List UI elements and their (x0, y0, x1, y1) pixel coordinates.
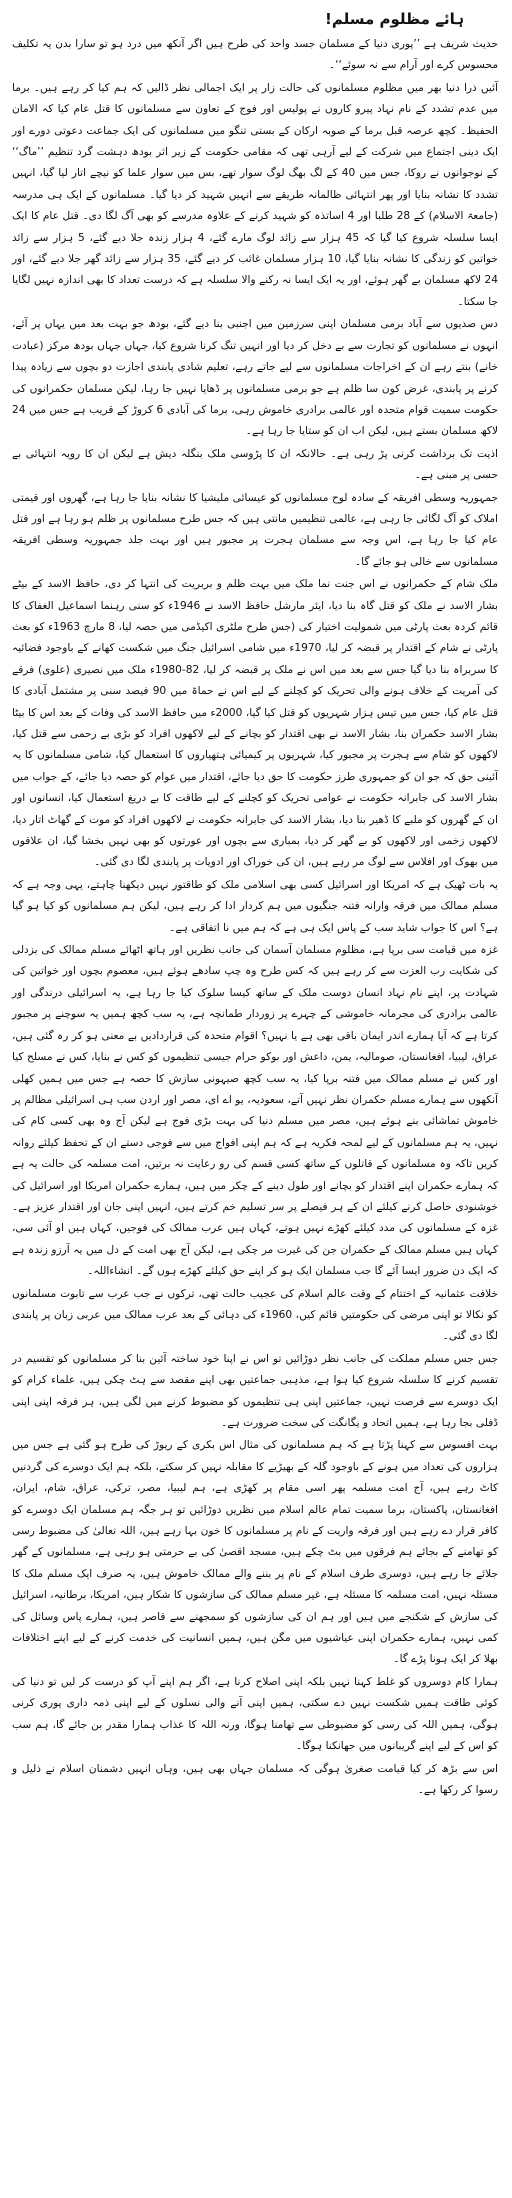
article-paragraph: دس صدیوں سے آباد برمی مسلمان اپنی سرزمین میں اجنبی بنا دیے گئے، بودھ جو بہت بعد میں یہاں پر آئے، انہوں نے مسلمانوں کو تجارت سے بے دخل کر دیا اور انہیں تنگ کرنا شروع کیا، جہاں جہاں بودھ مرکز (عبادت خانے) بنتے رہے ان کے اخراجات مسلمانوں سے لیے جاتے رہے، تعلیم شادی پابندی اجازت دو بچوں سے زیادہ پیدا کرنے پر پابندی، غرض کون سا ظلم ہے جو برمی مسلمانوں پر ڈھایا نہیں جا رہا، لیکن مسلمان حکمرانوں کی حکومت سمیت قوام متحدہ اور عالمی برادری خاموش رہی، برما کی آبادی 6 کروڑ کے قریب ہے جس میں 24 لاکھ مسلمان بستے ہیں، لیکن اب ان کو ستایا جا رہا ہے۔ (12, 318, 499, 438)
article-paragraph: خلافت عثمانیہ کے اختتام کے وقت عالم اسلام کی عجیب حالت تھی، ترکوں نے جب عرب سے تابوت مسلمانوں کو نکالا تو اپنی مرضی کی حکومتیں قائم کیں، 1960ء کی دہائی کے بعد عرب ممالک میں عربی زبان پر پابندی لگا دی گئی۔ (12, 1287, 499, 1343)
article-paragraph: غزہ میں قیامت سی برپا ہے، مظلوم مسلمان آسمان کی جانب نظریں اور ہاتھ اٹھائے مسلم ممالک کی بزدلی کی شکایت رب العزت سے کر رہے ہیں کہ کس طرح وہ چپ سادھے ہوئے ہیں، معصوم بچوں اور خواتین کی شہادت پر، اپنے نام نہاد انسان دوست ملک کے ساتھ کیسا سلوک کیا جا رہا ہے، یہ اسرائیلی درندگی اور عالمی برادری کی مجرمانہ خاموشی کے چہرے پر زوردار طمانچہ ہے، یہ سب کچھ ہمیں یہ سوچنے پر مجبور کرتا ہے کہ آیا ہمارے اندر ایمان باقی بھی ہے یا نہیں؟ اقوام متحدہ کی قراردادیں بے معنی ہو کر رہ گئی ہیں، عراق، لیبیا، افغانستان، صومالیہ، یمن، داعش اور بوکو حرام جیسی تنظیموں کو کس نے بنایا، کس نے مسلح کیا اور کس نے مسلم ممالک میں فتنہ برپا کیا، یہ سب کچھ صیہونی سازش کا حصہ ہے جس میں ہمیں کھلی آنکھوں سے ہمارے مسلم حکمران نظر نہیں آتے، سعودیہ، یو اے ای، مصر اور اردن سب ہی اسرائیلی مظالم پر خاموش تماشائی بنے ہوئے ہیں، مصر میں مسلم دنیا کی بہت بڑی فوج ہے لیکن آج وہ بھی کسی کام کی نہیں، یہ ہم مسلمانوں کے لیے لمحہ فکریہ ہے کہ ہم اپنی افواج میں سے فوجی دستے ان کے تحفظ کیلئے روانہ کریں تاکہ وہ مسلمانوں کے قاتلوں کے ساتھ کسی قسم کی رو رعایت نہ برتیں، امت مسلمہ کی حالت یہ ہے کہ ہمارے حکمران اپنے اقتدار کو بچانے اور طول دینے کے چکر میں ہیں، ہمارے حکمران امریکا اور اسرائیل کی خوشنودی حاصل کرنے کیلئے ان کے ہر فیصلے پر سر تسلیم خم کرتے ہیں، انہیں اپنی جان اور اقتدار عزیز ہے۔ غزہ کے مسلمانوں کی مدد کیلئے کھڑے نہیں ہوتے، کہاں ہیں عرب ممالک کی فوجیں، کہاں ہیں او آئی سی، کہاں ہیں مسلم ممالک کے حکمران جن کی غیرت مر چکی ہے، لیکن آج بھی امت کے دل میں یہ آرزو زندہ ہے کہ ایک دن ضرور ایسا آئے گا جب مسلمان ایک ہو کر اپنے حق کیلئے کھڑے ہوں گے۔ انشاءاللہ۔ (12, 944, 498, 1278)
article-paragraph: ملک شام کے حکمرانوں نے اس جنت نما ملک میں بہت ظلم و بربریت کی انتہا کر دی، حافظ الاسد کے بیٹے بشار الاسد نے ملک کو قتل گاہ بنا دیا، ایئر مارشل حافظ الاسد نے 1946ء کو سنی رہنما اسماعیل الغفاک کا قائم کردہ بعث پارٹی میں شمولیت اختیار کی (جس طرح ملٹری اکیڈمی میں حصہ لیا، 8 مارچ 1963ء کو بعث پارٹی نے شام کے اقتدار پر قبضہ کر لیا، 1970ء میں شامی اسرائیل جنگ میں شکست کھانے کے باوجود فضائیہ کا سربراہ بنا دیا گیا جس سے بعد میں اس نے ملک پر قبضہ کر لیا، 82-1980ء ملک میں نصیری (علوی) فرقے کی آمریت کے خلاف ہونے والی تحریک کو کچلنے کے لیے اس نے حماۃ میں 90 فیصد سنی پر مشتمل آبادی کا قتل عام کیا، جس میں تیس ہزار شہریوں کو قتل کیا گیا، 2000ء میں حافظ الاسد کی وفات کے بعد اس کا بیٹا بشار الاسد حکمران بنا، بشار الاسد نے بھی اقتدار کو بچانے کے لیے لاکھوں افراد کو بڑی بے رحمی سے قتل کیا، لاکھوں کو شام سے ہجرت پر مجبور کیا، شہریوں پر کیمیائی ہتھیاروں کا استعمال کیا، شامی مسلمانوں کا یہ آئینی حق کہ جو ان کو جمہوری طرز حکومت کا حق دیا جائے، اقتدار میں عوام کو حصہ دیا جائے، کے جواب میں بشار الاسد کی جابرانہ حکومت نے عوامی تحریک کو کچلنے کے لیے طاقت کا بے دریغ استعمال کیا، انسانوں اور ان کے گھروں کو ملبے کا ڈھیر بنا دیا، بشار الاسد کی جابرانہ حکومت نے لاکھوں افراد کو موت کے گھاٹ اتار دیا، لاکھوں زخمی اور لاکھوں کو بے گھر کر دیا، بمباری سے بچوں اور عورتوں کو بھی نہیں بخشا گیا، ان علاقوں میں بھوک اور افلاس سے لوگ مر رہے ہیں، ان کی خوراک اور ادویات پر پابندی لگا دی گئی۔ (12, 578, 499, 869)
article-paragraph: اس سے بڑھ کر کیا قیامت صغریٰ ہوگی کہ مسلمان جہاں بھی ہیں، وہاں انہیں دشمنان اسلام نے ذلیل و رسوا کر رکھا ہے۔ (12, 1762, 498, 1796)
article-paragraph: اذیت تک برداشت کرنی پڑ رہی ہے۔ حالانکہ ان کا پڑوسی ملک بنگلہ دیش ہے لیکن ان کا رویہ انتہائی بے حسی پر مبنی ہے۔ (12, 447, 498, 482)
article-paragraph: جس جس مسلم مملکت کی جانب نظر دوڑائیں تو اس نے اپنا خود ساختہ آئین بنا کر مسلمانوں کو تقسیم در تقسیم کرنے کا سلسلہ شروع کیا ہوا ہے، مذہبی جماعتیں بھی اپنے مقصد سے ہٹ چکی ہیں، علماء کرام کو ایک دوسرے سے فرصت نہیں، جماعتیں اپنی ہی تنظیموں کو مضبوط کرنے میں لگی ہیں، ہر فرقہ اپنی اپنی ڈفلی بجا رہا ہے، ہمیں اتحاد و یگانگت کی سخت ضرورت ہے۔ (12, 1352, 498, 1429)
article-paragraph: حدیث شریف ہے ’’پوری دنیا کے مسلمان جسد واحد کی طرح ہیں اگر آنکھ میں درد ہو تو سارا بدن یہ تکلیف محسوس کرے اور آرام سے نہ سوئے‘‘۔ (12, 38, 498, 72)
article-paragraph: ہمارا کام دوسروں کو غلط کہنا نہیں بلکہ اپنی اصلاح کرنا ہے، اگر ہم اپنے آپ کو درست کر لیں تو دنیا کی کوئی طاقت ہمیں شکست نہیں دے سکتی، ہمیں اپنی آنے والی نسلوں کے لیے اپنی ذمہ داری پوری کرنی ہوگی، ہمیں اللہ کی رسی کو مضبوطی سے تھامنا ہوگا، ورنہ اللہ کا عذاب ہمارا مقدر بن جائے گا، ہم سب کو اس کے لیے اپنے گریبانوں میں جھانکنا ہوگا۔ (12, 1675, 498, 1753)
article-title: ہائے مظلوم مسلم! (325, 10, 464, 28)
article-paragraph: آئیں ذرا دنیا بھر میں مظلوم مسلمانوں کی حالت زار پر ایک اجمالی نظر ڈالیں کہ ہم کیا کر رہے ہیں۔ برما میں عدم تشدد کے نام نہاد پیرو کاروں نے پولیس اور فوج کے تعاون سے مسلمانوں کا قتل عام کیا کہ الامان الحفیظ۔ کچھ عرصہ قبل برما کے صوبہ ارکان کے بستی تنگو میں مسلمانوں کی ایک جماعت دعوتی دورے اور ایک دینی اجتماع میں شرکت کے لیے آرہی تھی کہ مقامی حکومت کے زیر اثر بودھ دہشت گرد تنظیم ’’ماگ‘‘ کے نوجوانوں نے روکا، جس میں 40 کے لگ بھگ لوگ سوار تھے، بس میں سوار علما کو نیچے اتار لیا گیا، انہیں تشدد کا نشانہ بنایا اور پھر انتہائی ظالمانہ طریقے سے انہیں شہید کر دیا گیا۔ مسلمانوں کے ایک ہی مدرسہ (جامعۃ الاسلام) کے 28 طلبا اور 4 اساتذہ کو شہید کرنے کے علاوہ مدرسے کو بھی آگ لگا دی۔ قتل عام کا ایک ایسا سلسلہ شروع کیا گیا کہ 45 ہزار سے زائد لوگ مارے گئے، 4 ہزار زندہ جلا دیے گئے، 5 ہزار سے زائد خواتین کو زندگی کا نشانہ بنایا گیا، 10 ہزار مسلمان غائب کر دیے گئے، 35 ہزار سے زائد گھر جلا دیے گئے، اور 24 لاکھ مسلمان بے گھر ہوئے، اور یہ ایک ایسا نہ رکنے والا سلسلہ ہے کہ درست تعداد کا بھی اندازہ نہیں لگایا جا سکتا۔ (12, 81, 499, 308)
article-body (12, 34, 498, 1801)
article-paragraph: بہت افسوس سے کہنا پڑتا ہے کہ ہم مسلمانوں کی مثال اس بکری کے ریوڑ کی طرح ہو گئی ہے جس میں ہزاروں کی تعداد میں ہونے کے باوجود گلہ کے بھیڑیے کا مقابلہ نہیں کر سکتے، بلکہ ہم ایک دوسرے کی گردنیں کاٹ رہے ہیں، آج امت مسلمہ پھر اسی مقام پر کھڑی ہے، ہم لیبیا، مصر، ترکی، عراق، شام، ایران، افغانستان، پاکستان، برما سمیت تمام عالم اسلام میں نظریں دوڑائیں تو ہر جگہ ہم مسلمان ایک دوسرے کو کافر قرار دے رہے ہیں اور فرقہ واریت کے نام پر مسلمانوں کا خون بہا رہے ہیں، اللہ تعالیٰ کی مضبوط رسی کو تھامنے کے بجائے ہم فرقوں میں بٹ چکے ہیں، مسجد اقصیٰ کی بے حرمتی ہو رہی ہے، مسلمانوں کے گھر جلائے جا رہے ہیں، دوسری طرف اسلام کے نام پر بننے والے ممالک خاموش ہیں، یہ صرف ایک مسلم ملک کا مسئلہ نہیں، امت مسلمہ کا مسئلہ ہے، غیر مسلم ممالک کی سازشوں کا شکار ہیں، امریکا، برطانیہ، اسرائیل کی سازش کے شکنجے میں ہیں اور ہم ان کی سازشوں کو سمجھنے سے قاصر ہیں، ہمارے پاس وسائل کی کمی نہیں، ہمارے حکمران اپنی عیاشیوں میں مگن ہیں، ہمیں انسانیت کی خدمت کرنے کے لیے اپنے اختلافات بھلا کر ایک ہونا پڑے گا۔ (12, 1439, 498, 1666)
article-paragraph: جمہوریہ وسطی افریقہ کے سادہ لوح مسلمانوں کو عیسائی ملیشیا کا نشانہ بنایا جا رہا ہے، گھروں اور قیمتی املاک کو آگ لگائی جا رہی ہے، عالمی تنظیمیں مانتی ہیں کہ جس طرح مسلمانوں پر ظلم ہو رہا ہے اور قتل عام کیا جا رہا ہے، اس وجہ سے مسلمان ہجرت پر مجبور ہیں اور بہت جلد جمہوریہ وسطی افریقہ مسلمانوں سے خالی ہو جائے گا۔ (12, 491, 498, 568)
article-paragraph: یہ بات ٹھیک ہے کہ امریکا اور اسرائیل کسی بھی اسلامی ملک کو طاقتور نہیں دیکھنا چاہتے، یہی وجہ ہے کہ مسلم ممالک میں فرقہ وارانہ فتنہ جنگیوں میں ہم کردار ادا کر رہے ہیں، لیکن ہم مسلمانوں کو کیا ہو گیا ہے؟ اس کا جواب شاید سب کے پاس ایک ہی ہے کہ ہم میں نا اتفاقی ہے۔ (12, 878, 498, 934)
